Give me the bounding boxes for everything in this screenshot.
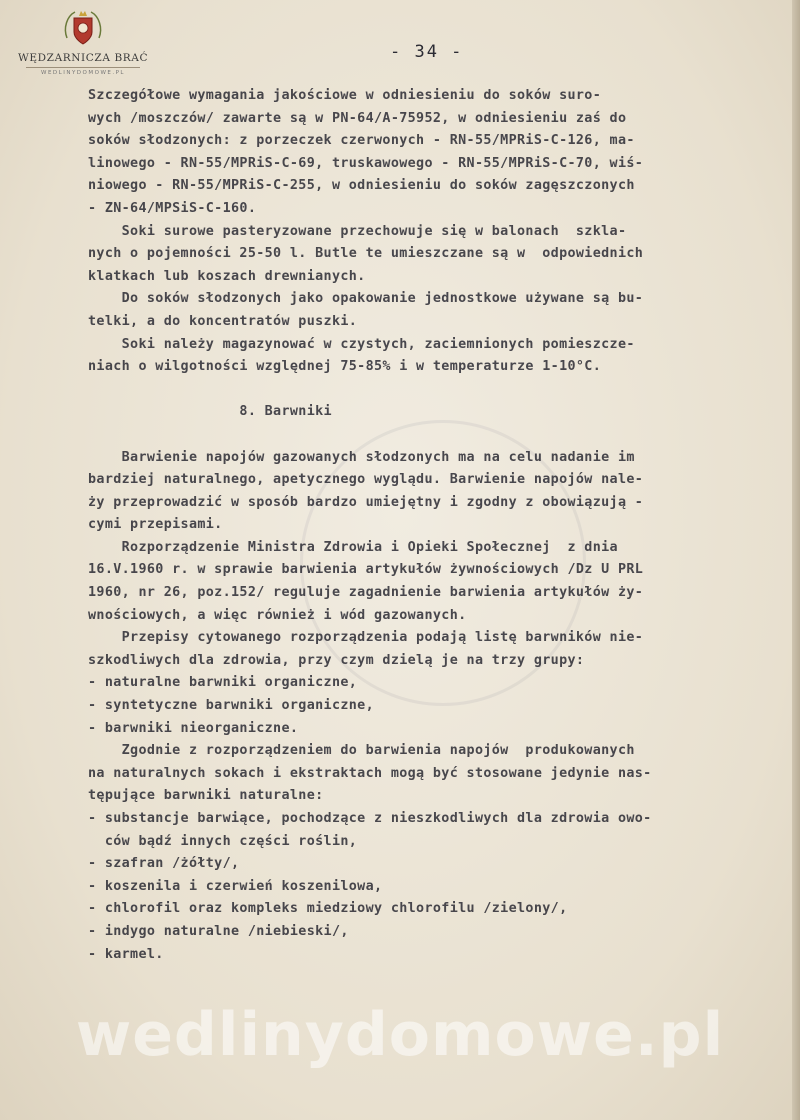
brand-divider: [26, 67, 140, 68]
text-line: niowego - RN-55/MPRiS-C-255, w odniesieniu do soków zagęszczonych: [88, 178, 635, 194]
list-item: - syntetyczne barwniki organiczne,: [88, 698, 375, 714]
text-line: wych /moszczów/ zawarte są w PN-64/A-75952, w odniesieniu zaś do: [88, 110, 627, 126]
list-item: - indygo naturalne /niebieski/,: [88, 923, 349, 939]
list-item: - chlorofil oraz kompleks miedziowy chlorofilu /zielony/,: [88, 901, 568, 917]
text-line: 16.V.1960 r. w sprawie barwienia artykułów żywnościowych /Dz U PRL: [88, 562, 644, 578]
text-line: Szczegółowe wymagania jakościowe w odniesieniu do soków suro-: [88, 88, 602, 103]
typewritten-text: [88, 85, 788, 966]
text-line: tępujące barwniki naturalne:: [88, 788, 324, 804]
text-line: Soki surowe pasteryzowane przechowuje się w balonach szkla-: [88, 223, 627, 239]
brand-name: WĘDZARNICZA BRAĆ: [18, 52, 149, 64]
site-logo[interactable]: [18, 8, 148, 76]
page-edge: [792, 0, 800, 1120]
list-item: - naturalne barwniki organiczne,: [88, 675, 358, 691]
text-line: [88, 424, 788, 447]
text-line: nych o pojemności 25-50 l. Butle te umieszczane są w odpowiednich: [88, 246, 644, 262]
text-line: ży przeprowadzić w sposób bardzo umiejętny i zgodny z obowiązują -: [88, 494, 644, 510]
page-number: - 34 -: [390, 42, 464, 62]
list-item: - barwniki nieorganiczne.: [88, 720, 299, 736]
text-line: Przepisy cytowanego rozporządzenia podają listę barwników nie-: [88, 630, 644, 646]
list-item: - karmel.: [88, 946, 164, 962]
watermark: wedlinydomowe.pl: [75, 1000, 725, 1070]
text-line: soków słodzonych: z porzeczek czerwonych - RN-55/MPRiS-C-126, ma-: [88, 133, 635, 149]
text-line: telki, a do koncentratów puszki.: [88, 313, 358, 329]
text-line: niach o wilgotności względnej 75-85% i w temperaturze 1-10°C.: [88, 359, 602, 375]
text-line: bardziej naturalnego, apetycznego wyglądu. Barwienie napojów nale-: [88, 472, 644, 488]
text-line: klatkach lub koszach drewnianych.: [88, 268, 366, 284]
text-line: 1960, nr 26, poz.152/ reguluje zagadnienie barwienia artykułów ży-: [88, 585, 644, 601]
list-item: - substancje barwiące, pochodzące z nieszkodliwych dla zdrowia owo-: [88, 811, 652, 826]
text-line: cymi przepisami.: [88, 517, 223, 533]
text-line: Zgodnie z rozporządzeniem do barwienia napojów produkowanych: [88, 743, 635, 759]
list-item: ców bądź innych części roślin,: [88, 833, 358, 849]
brand-url: WEDLINYDOMOWE.PL: [41, 70, 125, 76]
text-line: Soki należy magazynować w czystych, zaciemnionych pomieszcze-: [88, 336, 635, 352]
text-line: linowego - RN-55/MPRiS-C-69, truskawowego - RN-55/MPRiS-C-70, wiś-: [88, 155, 644, 171]
text-line: Barwienie napojów gazowanych słodzonych ma na celu nadanie im: [88, 449, 635, 465]
list-item: - koszenila i czerwień koszenilowa,: [88, 878, 383, 894]
text-line: Do soków słodzonych jako opakowanie jednostkowe używane są bu-: [88, 291, 644, 307]
text-line: [88, 379, 788, 402]
text-line: Rozporządzenie Ministra Zdrowia i Opieki Społecznej z dnia: [88, 539, 618, 555]
text-line: - ZN-64/MPSiS-C-160.: [88, 200, 257, 216]
section-heading: 8. Barwniki: [88, 404, 332, 420]
crest-icon: [61, 8, 105, 48]
list-item: - szafran /żółty/,: [88, 856, 240, 872]
text-line: wnościowych, a więc również i wód gazowanych.: [88, 607, 467, 623]
text-line: na naturalnych sokach i ekstraktach mogą być stosowane jedynie nas-: [88, 765, 652, 781]
text-line: szkodliwych dla zdrowia, przy czym dzielą je na trzy grupy:: [88, 652, 585, 668]
